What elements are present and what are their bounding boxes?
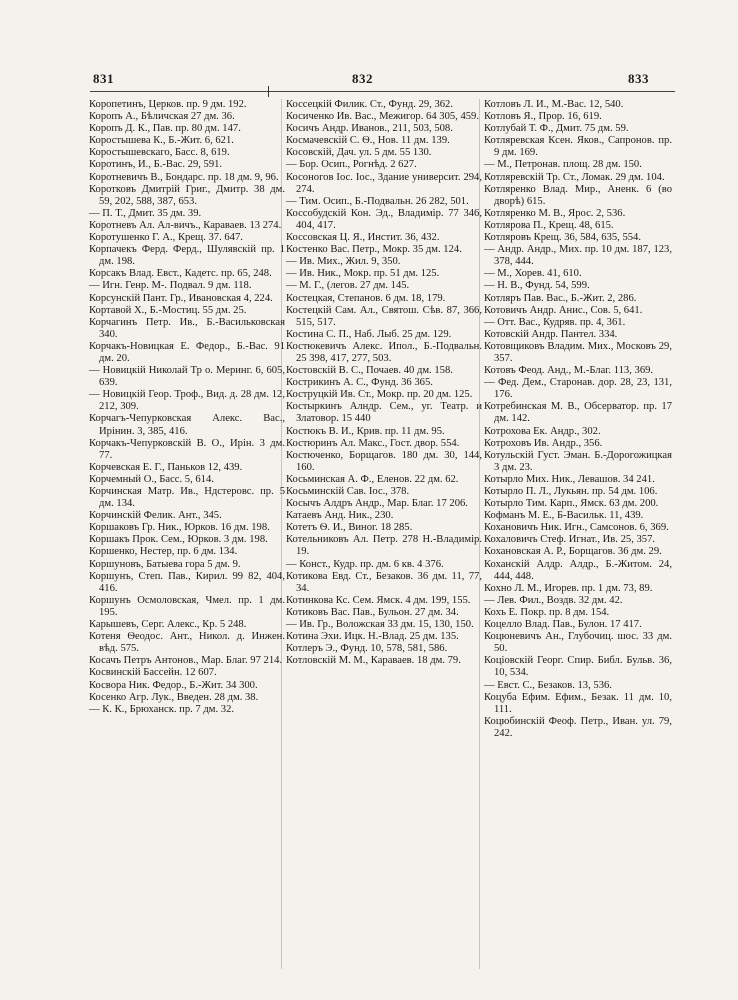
directory-entry: — Андр. Андр., Мих. пр. 10 дм. 187, 123, 378, 444. (484, 244, 672, 268)
directory-entry: Костовскій В. С., Почаев. 40 дм. 158. (286, 365, 453, 377)
header-tick (268, 86, 269, 97)
directory-entry: Коціовскій Георг. Спир. Библ. Бульв. 36, 10, 534. (484, 655, 672, 679)
directory-entry: Коршуновъ, Батыева гора 5 дм. 9. (89, 558, 241, 570)
directory-entry: Кортавой Х., Б.-Мостиц. 55 дм. 25. (89, 304, 247, 316)
directory-entry: — Новицкій Геор. Троф., Вид. д. 28 дм. 12, 212, 309. (89, 389, 285, 413)
directory-entry: Коцелло Влад. Пав., Булон. 17 417. (484, 619, 642, 631)
directory-entry: — М., Хорев. 41, 610. (484, 268, 582, 280)
directory-entry: — Ив. Гр., Воложская 33 дм. 15, 130, 150. (286, 619, 474, 631)
directory-entry: Корчинская Матр. Ив., Ндстеровс. пр. 5 дм. 134. (89, 486, 285, 510)
directory-entry: Косачъ Петръ Антонов., Мар. Благ. 97 214. (89, 655, 283, 667)
directory-entry: Кофманъ М. Е., Б-Васильк. 11, 439. (484, 510, 644, 522)
directory-entry: Костенко Вас. Петр., Мокр. 35 дм. 124. (286, 244, 462, 256)
directory-entry: Котовщиковъ Владим. Мих., Московъ 29, 357. (484, 340, 672, 364)
directory-entry: Коротушенко Г. А., Крещ. 37. 647. (89, 232, 243, 244)
directory-entry: Коропетинъ, Церков. пр. 9 дм. 192. (89, 99, 247, 110)
directory-entry: Котлярова П., Крещ. 48, 615. (484, 219, 614, 231)
directory-entry: Кохъ Е. Покр. пр. 8 дм. 154. (484, 606, 610, 618)
directory-entry: Катаевъ Анд. Ник., 230. (286, 510, 394, 522)
directory-entry: Котляренко М. В., Ярос. 2, 536. (484, 207, 626, 219)
directory-entry: — Игн. Генр. М-. Подвал. 9 дм. 118. (89, 280, 252, 292)
directory-entry: Косоногов Іос. Іос., Здание университ. 294, 274. (286, 171, 482, 195)
directory-entry: Коссобудскій Кон. Эд., Владимір. 77 346, 404, 417. (286, 207, 482, 231)
directory-entry: Корчемный О., Басс. 5, 614. (89, 473, 214, 485)
directory-entry: Коссецкій Филик. Ст., Фунд. 29, 362. (286, 99, 454, 110)
directory-entry: Коссовская Ц. Я., Инстит. 36, 432. (286, 232, 440, 244)
directory-entry: Коршакъ Прок. Сем., Юрков. 3 дм. 198. (89, 534, 268, 546)
page-number-right: 833 (628, 71, 649, 86)
directory-entry: Котляревскій Тр. Ст., Ломак. 29 дм. 104. (484, 171, 665, 183)
directory-entry: Коршунъ Осмоловская, Чмел. пр. 1 дм. 195. (89, 594, 285, 618)
directory-entry: — Отт. Вас., Кудряв. пр. 4, 361. (484, 316, 626, 328)
directory-entry: — Евст. С., Безаков. 13, 536. (484, 679, 612, 691)
directory-entry: Котовичъ Андр. Анис., Сов. 5, 641. (484, 304, 643, 316)
directory-entry: — М., Петронав. площ. 28 дм. 150. (484, 159, 642, 171)
directory-entry: Корчагъ-Чепурковская Алекс. Вас., Ирінин. 3, 385, 416. (89, 413, 285, 437)
directory-entry: — К. К., Брюханск. пр. 7 дм. 32. (89, 703, 235, 715)
directory-entry: Коростышева К., Б.-Жит. 6, 621. (89, 135, 234, 147)
directory-entry: Косычъ Алдръ Андр., Мар. Благ. 17 206. (286, 498, 468, 510)
directory-entry: Кострикинъ А. С., Фунд. 36 365. (286, 377, 433, 389)
directory-entry: Корсакъ Влад. Евст., Кадетс. пр. 65, 248. (89, 268, 272, 280)
directory-entry: Котина Эхи. Ицк. Н.-Влад. 25 дм. 135. (286, 631, 459, 643)
directory-entry: — Ив. Мих., Жил. 9, 350. (286, 256, 401, 268)
directory-entry: Коршенко, Нестер, пр. 6 дм. 134. (89, 546, 238, 558)
directory-entry: Корчакъ-Новицкая Е. Федор., Б.-Вас. 91 дм. 20. (89, 340, 285, 364)
directory-entry: Косьминская А. Ф., Еленов. 22 дм. 62. (286, 473, 459, 485)
directory-entry: Кохно Л. М., Игорев. пр. 1 дм. 73, 89. (484, 582, 653, 594)
directory-entry: — Н. В., Фунд. 54, 599. (484, 280, 590, 292)
directory-entry: Котиковъ Вас. Пав., Бульон. 27 дм. 34. (286, 606, 459, 618)
directory-entry: — Тим. Осип., Б.-Подвальн. 26 282, 501. (286, 195, 469, 207)
page-number-left: 831 (93, 71, 114, 86)
directory-entry: Коропъ А., Бѣличская 27 дм. 36. (89, 111, 235, 123)
directory-entry: Котикова Евд. Ст., Безаков. 36 дм. 11, 77, 34. (286, 570, 482, 594)
column-2 (286, 99, 482, 667)
directory-entry: Котетъ Ѳ. И., Виног. 18 285. (286, 522, 413, 534)
directory-entry: Костюкъ В. И., Крив. пр. 11 дм. 95. (286, 425, 445, 437)
directory-entry: Костюринъ Ал. Макс., Гост. двор. 554. (286, 437, 460, 449)
directory-entry: — Фед. Дем., Старонав. дор. 28, 23, 131, 176. (484, 377, 672, 401)
directory-entry: — Лев. Фил., Воздв. 32 дм. 42. (484, 594, 623, 606)
directory-entry: Костина С. П., Наб. Лыб. 25 дм. 129. (286, 328, 452, 340)
directory-entry: Кохановичъ Ник. Игн., Самсонов. 6, 369. (484, 522, 669, 534)
directory-entry: Костецкая, Степанов. 6 дм. 18, 179. (286, 292, 446, 304)
header-rule (90, 91, 675, 92)
column-1 (89, 99, 285, 716)
directory-entry: Коцуба Ефим. Ефим., Безак. 11 дм. 10, 111. (484, 691, 672, 715)
directory-entry: Костюкевичъ Алекс. Ипол., Б.-Подвальн. 25 398, 417, 277, 503. (286, 340, 482, 364)
page-number-center: 832 (352, 71, 373, 86)
directory-entry: Котульскій Густ. Эман. Б.-Дорогожицкая 3 дм. 23. (484, 449, 672, 473)
directory-entry: Костыркинъ Алндр. Сем., уг. Театр. и Златовор. 15 440 (286, 401, 482, 425)
directory-entry: Котляренко Влад. Мир., Аненк. 6 (во дворѣ) 615. (484, 183, 672, 207)
directory-entry: Карышевъ, Серг. Алекс., Кр. 5 248. (89, 619, 247, 631)
directory-entry: Котловъ Я., Прор. 16, 619. (484, 111, 602, 123)
directory-entry: Котрохова Ек. Андр., 302. (484, 425, 601, 437)
directory-entry: Коханскій Алдр. Алдр., Б.-Житом. 24, 444, 448. (484, 558, 672, 582)
directory-entry: Котловъ Л. И., М.-Вас. 12, 540. (484, 99, 624, 110)
directory-entry: Косвора Ник. Федор., Б.-Жит. 34 300. (89, 679, 258, 691)
column-3 (484, 99, 672, 740)
directory-entry: Косовскій, Дач. ул. 5 дм. 55 130. (286, 147, 432, 159)
directory-entry: Котырло П. Л., Лукьян. пр. 54 дм. 106. (484, 486, 658, 497)
directory-entry: — П. Т., Дмит. 35 дм. 39. (89, 207, 202, 219)
directory-entry: Коротневъ Ал. Ал-вичъ., Караваев. 13 274. (89, 219, 282, 231)
column-divider (479, 99, 480, 969)
directory-entry: Кохановская А. Р., Борщагов. 36 дм. 29. (484, 546, 662, 558)
directory-entry: Котырло Мих. Ник., Левашов. 34 241. (484, 473, 655, 485)
directory-entry: Косенко Агр. Лук., Введен. 28 дм. 38. (89, 691, 259, 703)
directory-entry: Косиченко Ив. Вас., Межигор. 64 305, 459. (286, 111, 479, 123)
directory-entry: Коропъ Д. К., Пав. пр. 80 дм. 147. (89, 123, 241, 135)
directory-entry: Котельниковъ Ал. Петр. 278 Н.-Владимір. 19. (286, 534, 482, 558)
directory-entry: Котовскій Андр. Пантел. 334. (484, 328, 618, 340)
directory-entry: Кохаловичъ Стеф. Игнат., Ив. 25, 357. (484, 534, 656, 546)
directory-entry: Космачевскій С. Ѳ., Нов. 11 дм. 139. (286, 135, 450, 147)
directory-entry: Косичъ Андр. Иванов., 211, 503, 508. (286, 123, 453, 135)
directory-entry: Котовъ Феод. Анд., М.-Благ. 113, 369. (484, 365, 654, 377)
directory-entry: Котлеръ Э., Фунд. 10, 578, 581, 586. (286, 643, 448, 655)
directory-entry: Коршаковъ Гр. Ник., Юрков. 16 дм. 198. (89, 522, 270, 534)
directory-entry: Корчагинъ Петр. Ив., Б.-Васильковская 340. (89, 316, 285, 340)
directory-entry: Костецкій Сам. Ал., Святош. Сѣв. 87, 366, 515, 517. (286, 304, 482, 328)
directory-entry: Коршунъ, Степ. Пав., Кирил. 99 82, 404, 416. (89, 570, 285, 594)
directory-entry: Коструцкій Ив. Ст., Мокр. пр. 20 дм. 125. (286, 389, 473, 401)
directory-entry: Коцюневичъ Ан., Глубочиц. шос. 33 дм. 50. (484, 631, 672, 655)
directory-entry: Котловскій М. М., Караваев. 18 дм. 79. (286, 655, 461, 667)
directory-entry: Котляревская Ксен. Яков., Сапронов. пр. 9 дм. 169. (484, 135, 672, 159)
directory-entry: — Новицкій Николай Тр о. Меринг. 6, 605, 639. (89, 365, 285, 389)
directory-entry: Котеня Ѳеодос. Ант., Никол. д. Инжен. вѣд. 575. (89, 631, 285, 655)
directory-entry: Котребинская М. В., Обсерватор. пр. 17 дм. 142. (484, 401, 672, 425)
directory-entry: — Бор. Осип., Рогнѣд. 2 627. (286, 159, 417, 171)
directory-entry: — Конст., Кудр. пр. дм. 6 кв. 4 376. (286, 558, 444, 570)
directory-entry: Котинкова Кс. Сем. Ямск. 4 дм. 199, 155. (286, 594, 471, 606)
directory-entry: Коротневичъ В., Бондарс. пр. 18 дм. 9, 96. (89, 171, 279, 183)
directory-entry: Косьминскій Сав. Іос., 378. (286, 486, 410, 497)
directory-entry: Костюченко, Борщагов. 180 дм. 30, 144, 160. (286, 449, 482, 473)
directory-entry: Коростышевскаго, Басс. 8, 619. (89, 147, 230, 159)
directory-entry: — М. Г., (легов. 27 дм. 145. (286, 280, 410, 292)
directory-entry: Котляръ Пав. Вас., Б.-Жит. 2, 286. (484, 292, 637, 304)
directory-entry: Корчевская Е. Г., Паньков 12, 439. (89, 461, 243, 473)
column-divider (281, 99, 282, 969)
directory-entry: Коцюбинскій Феоф. Петр., Иван. ул. 79, 242. (484, 715, 672, 739)
directory-entry: Корсунскій Пант. Гр., Ивановская 4, 224. (89, 292, 273, 304)
directory-entry: Котроховъ Ив. Андр., 356. (484, 437, 603, 449)
directory-entry: Корчакъ-Чепурковскій В. О., Ирін. 3 дм. 77. (89, 437, 285, 461)
directory-entry: Корчинскій Фелик. Ант., 345. (89, 510, 222, 522)
directory-entry: Косвинскій Бассейн. 12 607. (89, 667, 217, 679)
directory-entry: — Ив. Ник., Мокр. пр. 51 дм. 125. (286, 268, 440, 280)
directory-entry: Коротинъ, И., Б.-Вас. 29, 591. (89, 159, 223, 171)
directory-entry: Корпачекъ Ферд. Ферд., Шулявскій пр. 1 дм. 198. (89, 244, 285, 268)
directory-entry: Котляровъ Крещ. 36, 584, 635, 554. (484, 232, 642, 244)
directory-entry: Коротковъ Дмитрій Григ., Дмитр. 38 дм. 59, 202, 588, 387, 653. (89, 183, 285, 207)
directory-entry: Котырло Тим. Карп., Ямск. 63 дм. 200. (484, 498, 659, 510)
directory-entry: Котлубай Т. Ф., Дмит. 75 дм. 59. (484, 123, 629, 135)
